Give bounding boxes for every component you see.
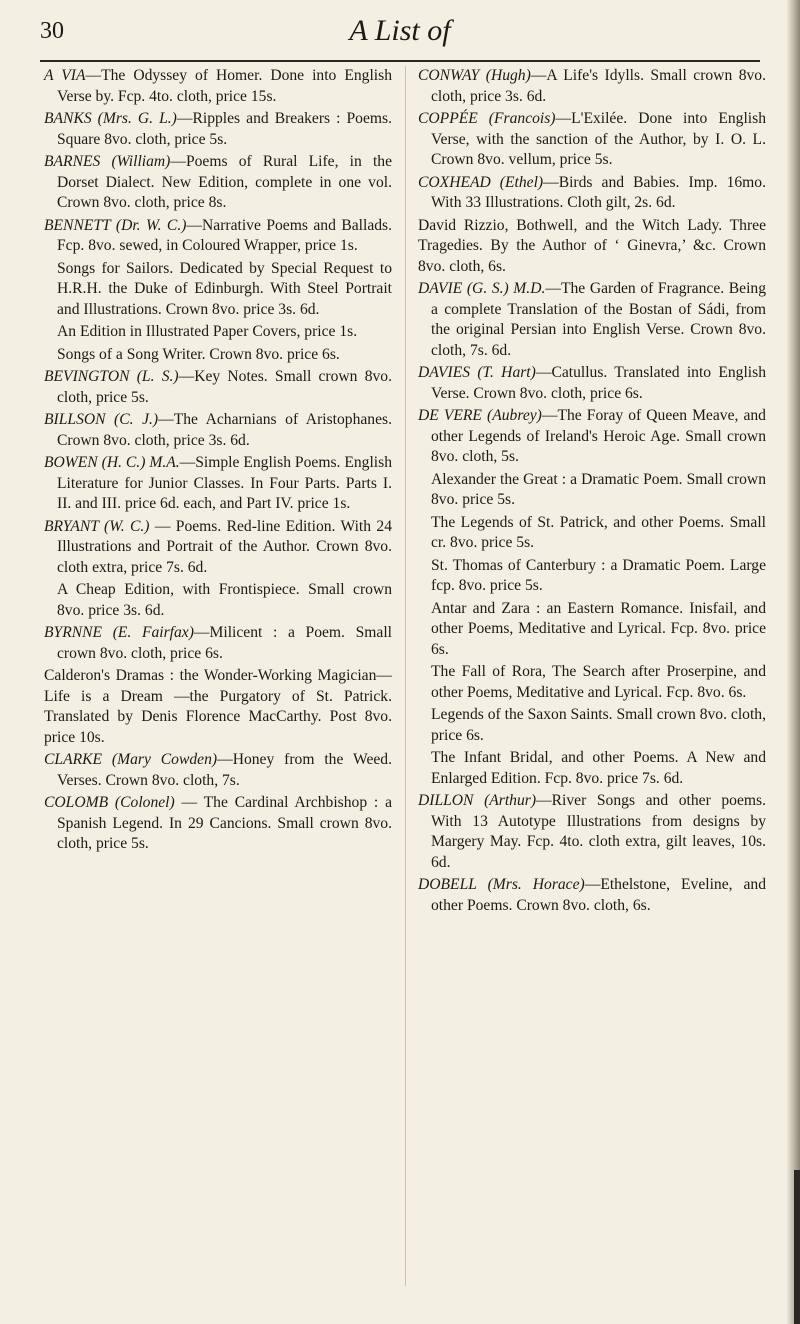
catalogue-entry — [418, 406, 766, 468]
entry-text: —Key Notes. Small crown 8vo. cloth, price 5s. — [57, 368, 392, 406]
entry-text: —The Odyssey of Homer. Done into English Verse by. Fcp. 4to. cloth, price 15s. — [57, 67, 392, 105]
catalogue-entry — [418, 363, 766, 404]
entry-author: DOBELL (Mrs. Horace) — [418, 876, 585, 893]
catalogue-entry — [44, 750, 392, 791]
catalogue-entry — [44, 259, 392, 321]
entry-text: —Birds and Babies. Imp. 16mo. With 33 Illustrations. Cloth gilt, 2s. 6d. — [431, 173, 766, 211]
entry-text: Songs for Sailors. Dedicated by Special Request to H.R.H. the Duke of Edinburgh. With Steel Portrait and Illustrations. Crown 8vo. price 3s. 6d. — [57, 259, 392, 318]
entry-author: A VIA — [44, 67, 86, 84]
catalogue-entry — [418, 109, 766, 171]
catalogue-entry — [418, 791, 766, 873]
catalogue-entry — [418, 173, 766, 214]
entry-author: DAVIES (T. Hart) — [418, 364, 536, 381]
entry-author: CLARKE (Mary Cowden) — [44, 751, 218, 768]
catalogue-entry — [418, 875, 766, 916]
entry-text: A Cheap Edition, with Frontispiece. Small crown 8vo. price 3s. 6d. — [57, 581, 392, 619]
catalogue-entry — [44, 517, 392, 579]
catalogue-entry — [44, 109, 392, 150]
entry-text: —Catullus. Translated into English Verse. Crown 8vo. cloth, price 6s. — [431, 364, 766, 402]
entry-author: BANKS (Mrs. G. L.) — [44, 110, 177, 127]
entry-author: BOWEN (H. C.) M.A. — [44, 454, 180, 471]
entry-text: —The Garden of Fragrance. Being a complete Translation of the Bostan of Sádi, from the original Persian into English Verse. Crown 8vo. cloth, 7s. 6d. — [431, 280, 767, 359]
entry-text: —Ripples and Breakers : Poems. Square 8vo. cloth, price 5s. — [57, 110, 392, 148]
entry-text: — The Cardinal Archbishop : a Spanish Legend. In 29 Cancions. Small crown 8vo. cloth, price 5s. — [57, 794, 393, 852]
entry-text: —The Acharnians of Aristophanes. Crown 8vo. cloth, price 3s. 6d. — [57, 411, 392, 449]
catalogue-entry — [44, 367, 392, 408]
entry-text: —Ethelstone, Eveline, and other Poems. Crown 8vo. cloth, 6s. — [431, 876, 766, 914]
entry-text: The Legends of St. Patrick, and other Poems. Small cr. 8vo. price 5s. — [431, 513, 766, 551]
left-column — [44, 66, 392, 857]
catalogue-entry — [44, 216, 392, 257]
entry-text: The Infant Bridal, and other Poems. A New and Enlarged Edition. Fcp. 8vo. price 7s. 6d. — [431, 749, 766, 787]
catalogue-entry — [44, 580, 392, 621]
entry-author: BENNETT (Dr. W. C.) — [44, 216, 187, 234]
entry-text: Calderon's Dramas : the Wonder-Working Magician—Life is a Dream —the Purgatory of St. Patrick. Translated by Denis Florence MacCarthy. Post 8vo. price 10s. — [44, 667, 392, 746]
entry-author: BYRNNE (E. Fairfax) — [44, 624, 194, 641]
entry-text: St. Thomas of Canterbury : a Dramatic Poem. Large fcp. 8vo. price 5s. — [431, 556, 766, 594]
catalogue-entry — [44, 793, 392, 855]
page-header — [40, 14, 760, 60]
catalogue-entry — [44, 66, 392, 107]
entry-author: COPPÉE (Francois) — [418, 110, 556, 127]
entry-text: The Fall of Rora, The Search after Proserpine, and other Poems, Meditative and Lyrical. Fcp. 8vo. 6s. — [431, 663, 766, 701]
catalogue-entry — [418, 748, 766, 789]
entry-author: BEVINGTON (L. S.) — [44, 368, 179, 385]
entry-text: —Narrative Poems and Ballads. Fcp. 8vo. sewed, in Coloured Wrapper, price 1s. — [57, 216, 392, 254]
entry-author: BILLSON (C. J.) — [44, 411, 159, 428]
column-divider — [405, 66, 406, 1286]
entry-author: COLOMB (Colonel) — [44, 794, 175, 811]
entry-text: —Poems of Rural Life, in the Dorset Dialect. New Edition, complete in one vol. Crown 8vo. cloth, price 8s. — [57, 153, 392, 211]
catalogue-entry — [44, 345, 392, 366]
entry-author: BRYANT (W. C.) — [44, 517, 150, 535]
catalogue-entry — [418, 279, 766, 361]
catalogue-entry — [418, 513, 766, 554]
catalogue-entry — [44, 623, 392, 664]
entry-text: —A Life's Idylls. Small crown 8vo. cloth, price 3s. 6d. — [431, 67, 766, 105]
catalogue-entry — [418, 599, 766, 661]
entry-text: Alexander the Great : a Dramatic Poem. Small crown 8vo. price 5s. — [431, 470, 766, 508]
entry-author: BARNES (William) — [44, 153, 171, 170]
entry-text: —River Songs and other poems. With 13 Autotype Illustrations from designs by Margery May. Fcp. 4to. cloth extra, gilt leaves, 10s. 6d. — [431, 792, 766, 871]
entry-text: — Poems. Red-line Edition. With 24 Illustrations and Portrait of the Author. Crown 8vo. cloth extra, price 7s. 6d. — [57, 517, 392, 576]
entry-author: COXHEAD (Ethel) — [418, 173, 544, 191]
entry-text: —The Foray of Queen Meave, and other Legends of Ireland's Heroic Age. Small crown 8vo. cloth, 5s. — [431, 407, 766, 465]
entry-text: Antar and Zara : an Eastern Romance. Inisfail, and other Poems, Meditative and Lyrical. Fcp. 8vo. price 6s. — [431, 599, 766, 658]
catalogue-entry — [44, 322, 392, 343]
entry-text: —L'Exilée. Done into English Verse, with the sanction of the Author, by I. O. L. Crown 8vo. vellum, price 5s. — [431, 110, 766, 168]
catalogue-entry — [418, 662, 766, 703]
running-title: A List of — [349, 14, 451, 47]
entry-text: —Simple English Poems. English Literature for Junior Classes. In Four Parts. Parts I. II. and III. price 6d. each, and Part IV. price 1s. — [57, 454, 392, 512]
catalogue-entry — [418, 556, 766, 597]
page-number: 30 — [40, 18, 64, 44]
catalogue-entry — [44, 666, 392, 748]
entry-author: CONWAY (Hugh) — [418, 67, 531, 84]
entry-author: DILLON (Arthur) — [418, 792, 537, 809]
right-column — [418, 66, 766, 918]
catalogue-entry — [418, 705, 766, 746]
catalogue-entry — [44, 410, 392, 451]
entry-text: —Honey from the Weed. Verses. Crown 8vo. cloth, 7s. — [57, 751, 392, 789]
catalogue-entry — [418, 470, 766, 511]
catalogue-entry — [418, 216, 766, 278]
entry-text: An Edition in Illustrated Paper Covers, price 1s. — [57, 323, 358, 340]
page-edge-shadow — [786, 0, 800, 1324]
entry-text: —Milicent : a Poem. Small crown 8vo. cloth, price 6s. — [57, 624, 392, 662]
page-edge-dark — [794, 1170, 800, 1324]
catalogue-entry — [44, 152, 392, 214]
catalogue-entry — [44, 453, 392, 515]
entry-author: DE VERE (Aubrey) — [418, 407, 542, 424]
entry-author: DAVIE (G. S.) M.D. — [418, 280, 546, 297]
entry-text: Songs of a Song Writer. Crown 8vo. price 6s. — [57, 345, 340, 363]
header-rule — [40, 60, 760, 62]
entry-text: Legends of the Saxon Saints. Small crown 8vo. cloth, price 6s. — [431, 706, 766, 744]
entry-text: David Rizzio, Bothwell, and the Witch Lady. Three Tragedies. By the Author of ‘ Ginevra,’ &c. Crown 8vo. cloth, 6s. — [418, 216, 766, 275]
catalogue-entry — [418, 66, 766, 107]
